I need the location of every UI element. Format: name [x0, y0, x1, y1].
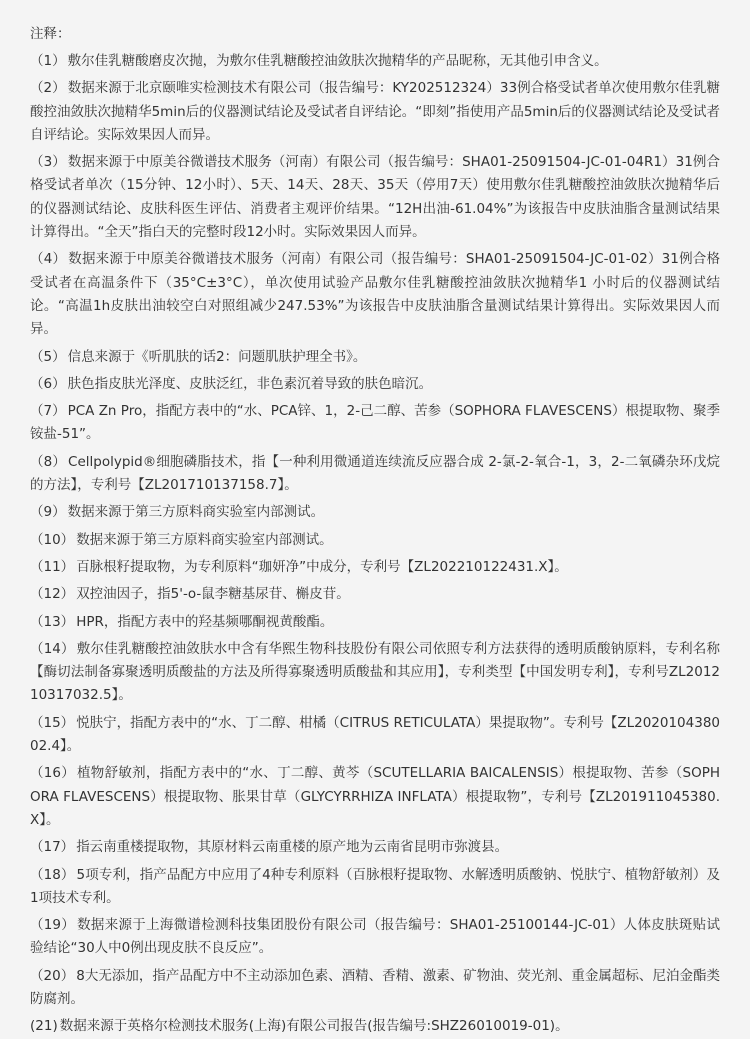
footnote-item	[30, 556, 720, 579]
footnote-text: 百脉根籽提取物，为专利原料“珈妍净”中成分，专利号【ZL202210122431.X】。	[76, 558, 568, 575]
footnote-item	[30, 501, 720, 524]
footnote-text: 双控油因子，指5'-o-鼠李糖基尿苷、槲皮苷。	[76, 586, 350, 603]
footnote-item	[30, 638, 720, 708]
footnote-text: 数据来源于第三方原料商实验室内部测试。	[76, 531, 333, 548]
footnote-item	[30, 77, 720, 147]
footnote-text: 悦肤宁，指配方表中的“水、丁二醇、柑橘（CITRUS RETICULATA）果提取物”。专利号【ZL202010438002.4】。	[30, 714, 721, 755]
footnote-item	[30, 451, 720, 498]
footnote-text: 敷尔佳乳糖酸控油敛肤水中含有华熙生物科技股份有限公司依照专利方法获得的透明质酸钠原料，专利名称【酶切法制备寡聚透明质酸盐的方法及所得寡聚透明质酸盐和其应用】，专利类型【中国发明专利】，专利号ZL201210317032.5】。	[30, 640, 720, 704]
footnote-item	[30, 864, 720, 911]
footnote-number: (21)	[30, 1018, 58, 1035]
footnote-number: （11）	[30, 558, 75, 575]
footnote-item	[30, 914, 720, 961]
footnote-text: 植物舒敏剂，指配方表中的“水、丁二醇、黄芩（SCUTELLARIA BAICALENSIS）根提取物、苦参（SOPHORA FLAVESCENS）根提取物、胀果甘草（GLYCYRRHIZA INFLATA）根提取物”，专利号【ZL201911045380.X】。	[30, 765, 720, 828]
notes-list	[30, 50, 720, 1039]
footnote-item	[30, 611, 720, 634]
footnote-item	[30, 373, 720, 396]
footnote-text: 信息来源于《听肌肤的话2：问题肌肤护理全书》。	[67, 348, 367, 365]
footnote-item	[30, 346, 720, 369]
footnote-number: （18）	[30, 866, 75, 883]
footnote-number: （12）	[30, 586, 75, 603]
footnote-number: （16）	[30, 765, 75, 782]
footnote-number: （19）	[30, 917, 76, 934]
footnote-text: 肤色指皮肤光泽度、皮肤泛红，非色素沉着导致的肤色暗沉。	[67, 375, 433, 392]
footnote-text: 指云南重楼提取物，其原材料云南重楼的原产地为云南省昆明市弥渡县。	[76, 839, 509, 856]
footnote-text: Cellpolypid®细胞磷脂技术，指【一种利用微通道连续流反应器合成 2-氯-2-氧合-1，3，2-二氧磷杂环戊烷的方法】，专利号【ZL201710137158.7】。	[30, 453, 720, 494]
footnote-number: （4）	[30, 251, 67, 268]
footnote-number: （2）	[30, 80, 66, 97]
footnote-item	[30, 965, 720, 1012]
footnote-text: 5项专利，指产品配方中应用了4种专利原料（百脉根籽提取物、水解透明质酸钠、悦肤宁、植物舒敏剂）及1项技术专利。	[30, 866, 720, 906]
footnote-item	[30, 836, 720, 859]
footnote-item	[30, 712, 720, 759]
footnote-item	[30, 583, 720, 606]
footnote-number: （15）	[30, 714, 75, 731]
footnote-item	[30, 151, 720, 244]
footnote-number: （20）	[30, 967, 75, 984]
footnote-number: （8）	[30, 453, 67, 470]
footnote-number: （6）	[30, 375, 66, 392]
footnote-text: 数据来源于中原美谷微谱技术服务（河南）有限公司（报告编号：SHA01-25091504-JC-01-04R1）31例合格受试者单次（15分钟、12小时）、5天、14天、28天、35天（停用7天）使用敷尔佳乳糖酸控油敛肤次抛精华后的仪器测试结论、皮肤科医生评估、消费者主观评价结果。“12H出油-61.04%”为该报告中皮肤油脂含量测试结果计算得出。“全天”指白天的完整时段12小时。实际效果因人而异。	[30, 154, 720, 241]
footnote-item	[30, 248, 720, 341]
footnote-text: 敷尔佳乳糖酸磨皮次抛，为敷尔佳乳糖酸控油敛肤次抛精华的产品昵称，无其他引申含义。	[67, 53, 608, 69]
footnote-text: 数据来源于第三方原料商实验室内部测试。	[67, 504, 325, 521]
footnote-item	[30, 529, 720, 552]
footnote-number: （10）	[30, 531, 75, 548]
footnote-number: （5）	[30, 348, 66, 365]
footnote-text: 数据来源于北京颐唯实检测技术有限公司（报告编号：KY202512324）33例合格受试者单次使用敷尔佳乳糖酸控油敛肤次抛精华5min后的仪器测试结论及受试者自评结论。“即刻”指使用产品5min后的仪器测试结论及受试者自评结论。实际效果因人而异。	[30, 80, 720, 143]
footnote-text: 8大无添加，指产品配方中不主动添加色素、酒精、香精、激素、矿物油、荧光剂、重金属超标、尼泊金酯类防腐剂。	[30, 967, 720, 1007]
footnote-number: （17）	[30, 839, 75, 856]
footnote-item	[30, 400, 720, 447]
footnote-item	[30, 1015, 720, 1038]
page-title: 注释：	[30, 26, 71, 42]
footnote-number: （1）	[30, 53, 66, 69]
footnote-text: 数据来源于上海微谱检测科技集团股份有限公司（报告编号：SHA01-25100144-JC-01）人体皮肤斑贴试验结论“30人中0例出现皮肤不良反应”。	[30, 917, 720, 957]
footnote-number: （14）	[30, 640, 75, 657]
footnote-text: PCA Zn Pro，指配方表中的“水、PCA锌、1，2-己二醇、苦参（SOPHORA FLAVESCENS）根提取物、聚季铵盐-51”。	[30, 403, 720, 443]
footnote-item	[30, 762, 720, 832]
footnote-text: HPR，指配方表中的羟基频哪酮视黄酸酯。	[76, 613, 334, 630]
footnote-text: 数据来源于英格尔检测技术服务(上海)有限公司报告(报告编号:SHZ26010019-01)。	[59, 1018, 569, 1035]
footnote-item	[30, 50, 720, 73]
footnote-number: （7）	[30, 403, 66, 420]
footnote-text: 数据来源于中原美谷微谱技术服务（河南）有限公司（报告编号：SHA01-25091504-JC-01-02）31例合格受试者在高温条件下（35°C±3°C），单次使用试验产品敷尔佳乳糖酸控油敛肤次抛精华1 小时后的仪器测试结论。“高温1h皮肤出油较空白对照组减少247.53%”为该报告中皮肤油脂含量测试结果计算得出。实际效果因人而异。	[30, 251, 720, 338]
footnote-number: （9）	[30, 504, 66, 521]
footnote-number: （13）	[30, 613, 75, 630]
footnote-number: （3）	[30, 154, 66, 171]
